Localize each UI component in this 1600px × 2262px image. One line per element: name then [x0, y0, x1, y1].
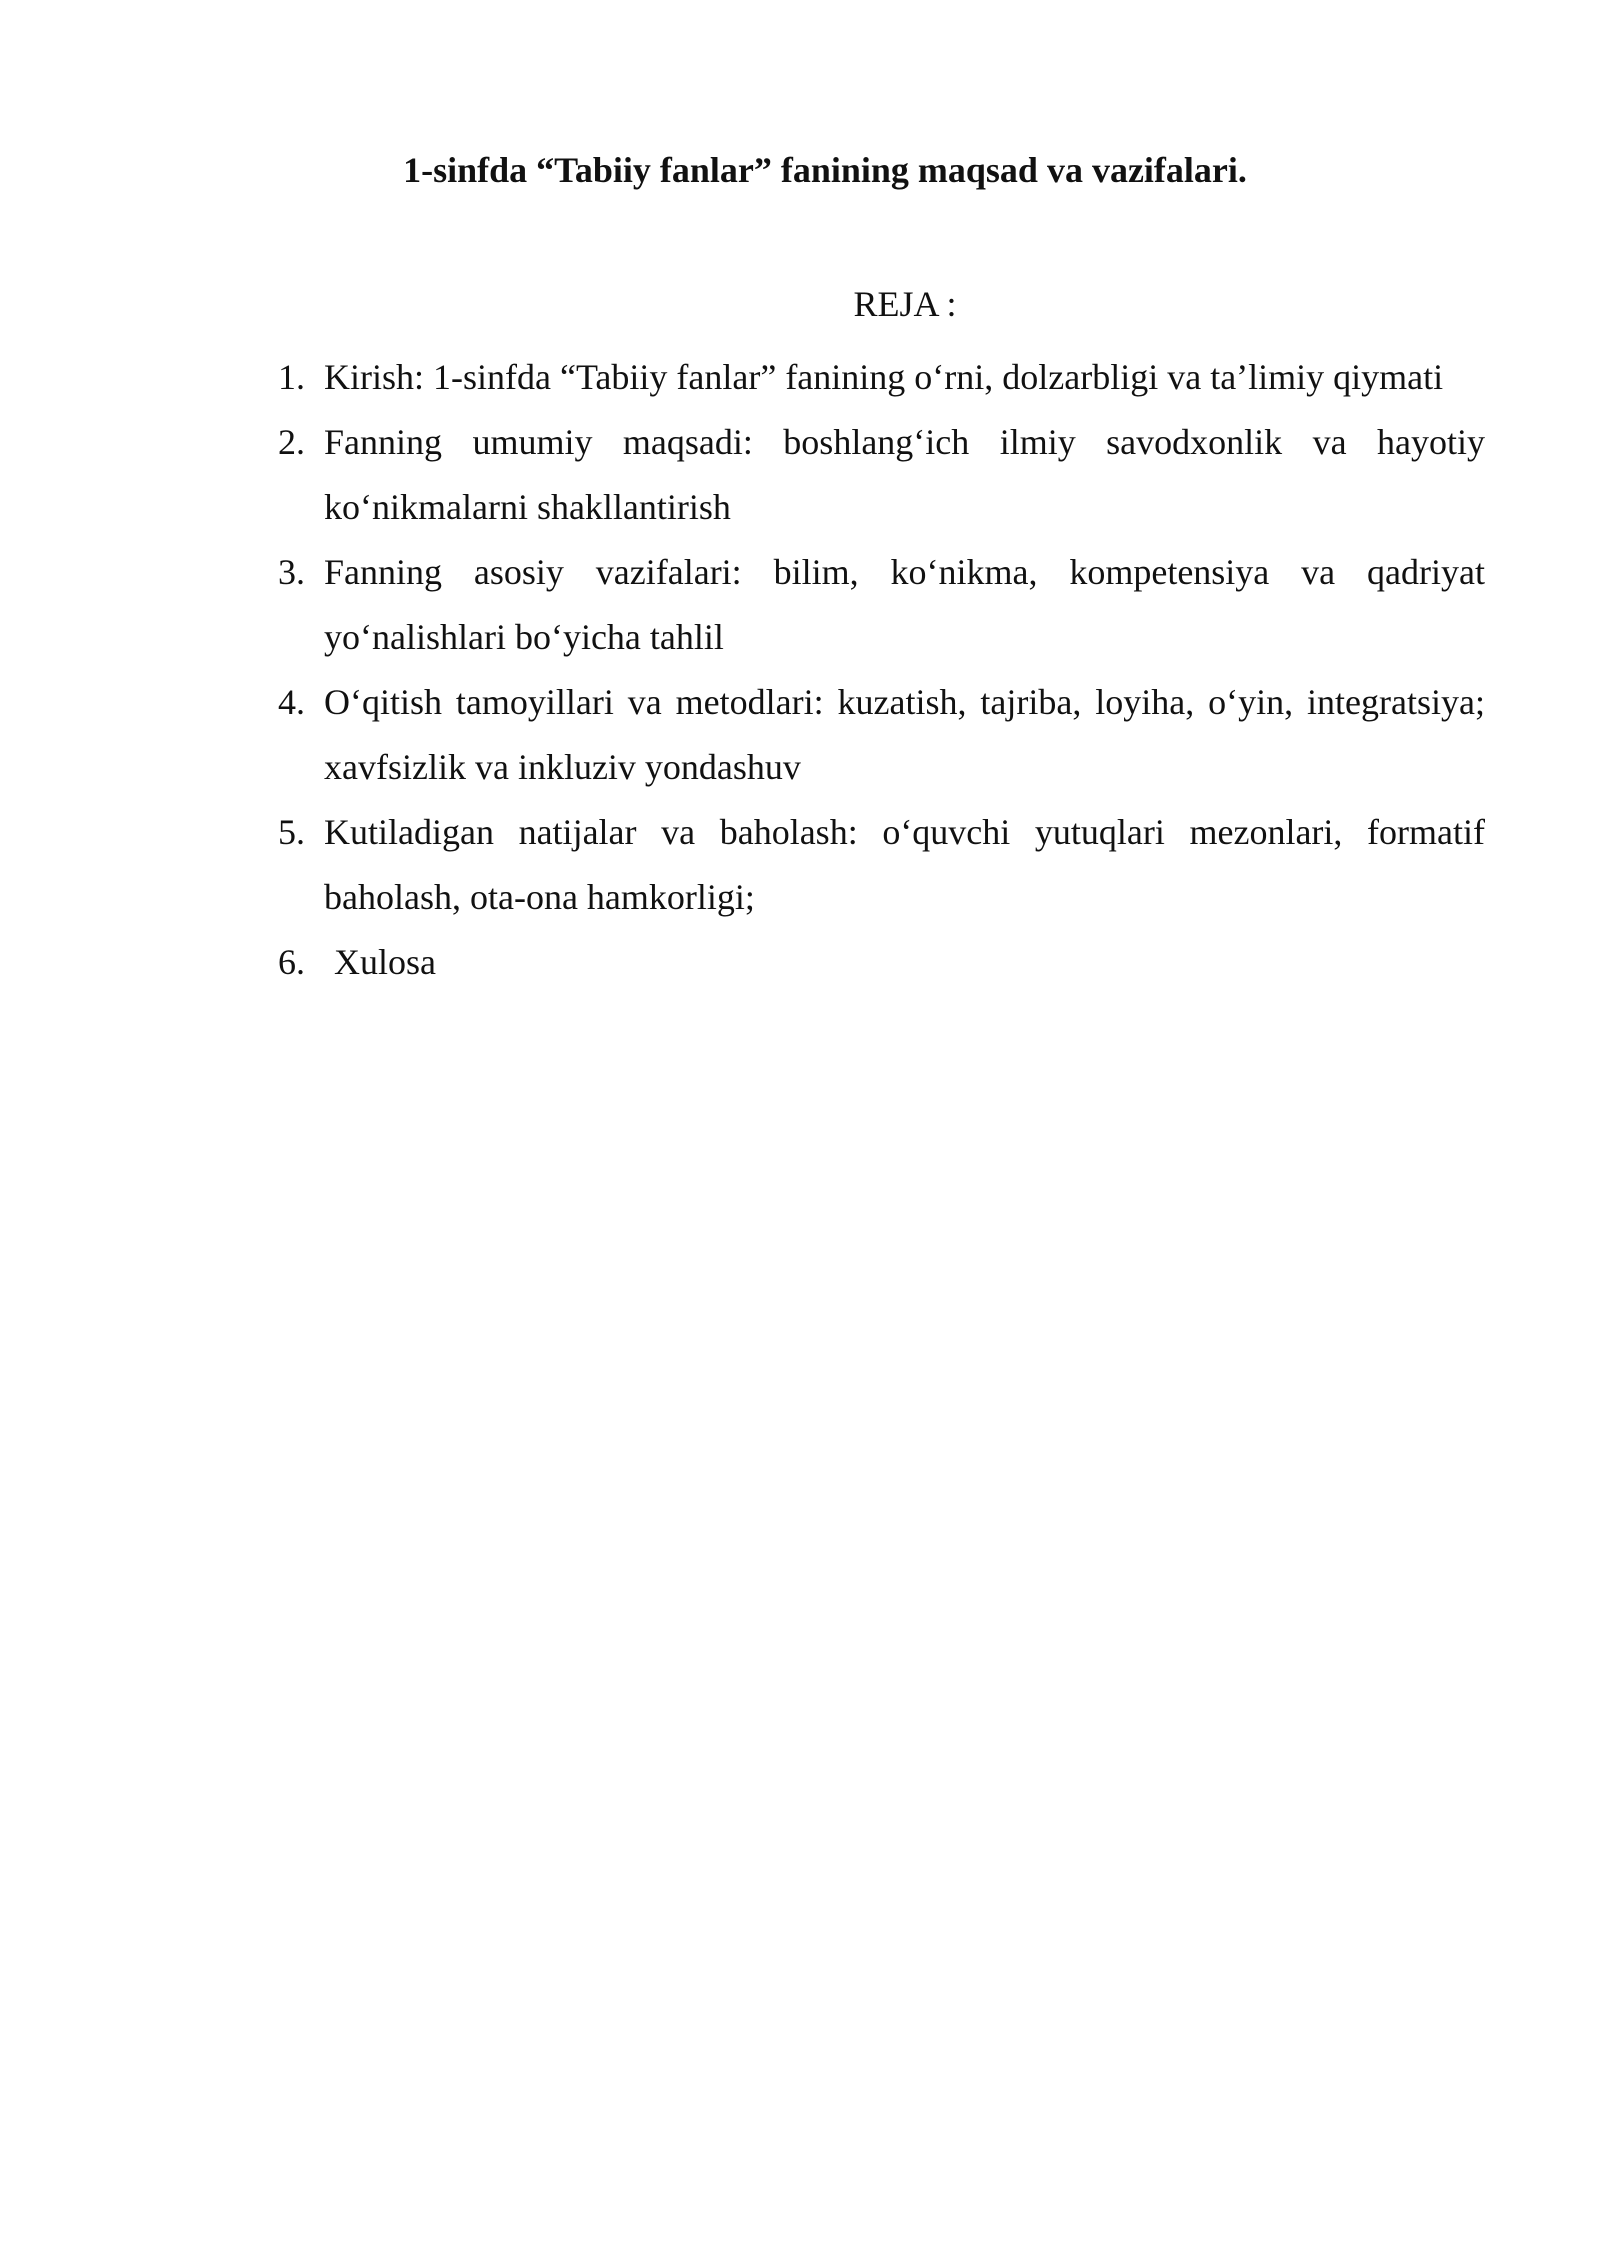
plan-item-number: 2.: [278, 422, 305, 462]
plan-item-text: Xulosa: [334, 942, 436, 982]
plan-item: [272, 800, 1485, 930]
plan-item-text: Fanning umumiy maqsadi: boshlang‘ich ilmiy savodxonlik va hayotiy ko‘nikmalarni shakllantirish: [324, 422, 1485, 527]
plan-list: [272, 345, 1485, 995]
plan-item-text: Fanning asosiy vazifalari: bilim, ko‘nikma, kompetensiya va qadriyat yo‘nalishlari bo‘yicha tahlil: [324, 552, 1485, 657]
plan-item: [272, 670, 1485, 800]
plan-item-number: 3.: [278, 552, 305, 592]
plan-item-number: 1.: [278, 357, 305, 397]
plan-item: [272, 930, 1485, 995]
plan-item-number: 5.: [278, 812, 305, 852]
plan-item-text: Kirish: 1-sinfda “Tabiiy fanlar” fanining o‘rni, dolzarbligi va ta’limiy qiymati: [324, 357, 1444, 397]
plan-item: [272, 540, 1485, 670]
plan-item-number: 4.: [278, 682, 305, 722]
plan-item-number: 6.: [278, 942, 305, 982]
plan-item: [272, 345, 1485, 410]
plan-heading: REJA :: [853, 284, 957, 324]
document-title: 1-sinfda “Tabiiy fanlar” fanining maqsad va vazifalari.: [403, 150, 1247, 190]
plan-item-text: O‘qitish tamoyillari va metodlari: kuzatish, tajriba, loyiha, o‘yin, integratsiya; xavfsizlik va inkluziv yondashuv: [324, 682, 1485, 787]
plan-item: [272, 410, 1485, 540]
plan-item-text: Kutiladigan natijalar va baholash: o‘quvchi yutuqlari mezonlari, formatif baholash, ota-ona hamkorligi;: [324, 812, 1485, 917]
